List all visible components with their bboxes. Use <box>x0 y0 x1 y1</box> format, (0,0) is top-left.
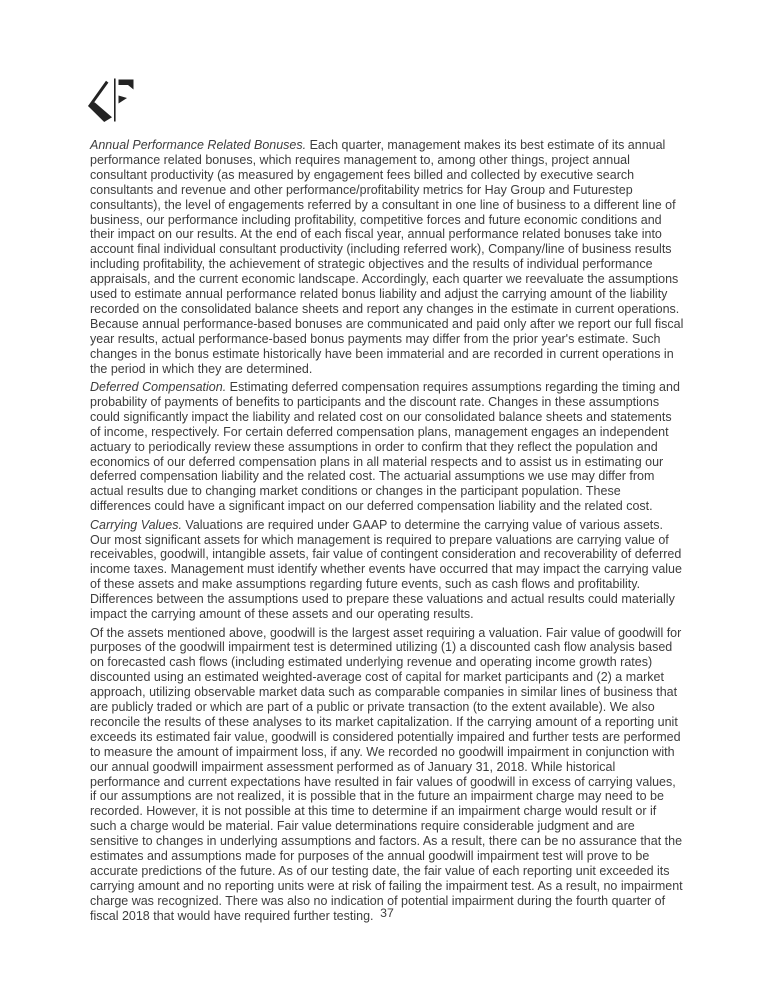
paragraph-lead-italic: Carrying Values. <box>90 517 182 532</box>
logo-vertical-bar <box>114 79 116 122</box>
paragraph-text: Estimating deferred compensation requires assumptions regarding the timing and probability of payments of benefits to participants and the discount rate. Changes in these assumptions could significantly impact the liability and related cost on our consolidated balance sheets and statements of income, respectively. For certain deferred compensation plans, management engages an independent actuary to periodically review these assumptions in order to confirm that they reflect the population and economics of our deferred compensation plans in all material respects and to assist us in estimating our deferred compensation liability and the related cost. The actuarial assumptions we use may differ from actual results due to changing market conditions or changes in the participant population. These differences could have a significant impact on our deferred compensation liability and the related cost. <box>90 380 680 514</box>
logo-k-upper-arm <box>88 81 108 107</box>
document-body <box>90 138 684 927</box>
logo-f-mid-bar <box>119 96 128 104</box>
logo-k-lower-arm <box>88 102 112 122</box>
paragraph-annual-performance-bonuses <box>90 138 684 377</box>
logo-f-top-bar <box>119 80 134 90</box>
paragraph-carrying-values <box>90 518 684 622</box>
paragraph-text: Valuations are required under GAAP to determine the carrying value of various assets. Our most significant assets for which management is required to prepare valuations are carrying value of receivables, goodwill, intangible assets, fair value of contingent consideration and recoverability of deferred income taxes. Management must identify whether events have occurred that may impact the carrying value of these assets and make assumptions regarding future events, such as cash flows and profitability. Differences between the assumptions used to prepare these valuations and actual results could materially impact the carrying amount of these assets and our operating results. <box>90 517 682 622</box>
paragraph-goodwill-valuation <box>90 626 684 924</box>
page-number: 37 <box>380 906 394 920</box>
paragraph-lead-italic: Annual Performance Related Bonuses. <box>90 138 307 152</box>
paragraph-lead-italic: Deferred Compensation. <box>90 380 227 394</box>
korn-ferry-logo-icon <box>86 76 134 122</box>
paragraph-text: Of the assets mentioned above, goodwill is the largest asset requiring a valuation. Fair value of goodwill for purposes of the goodwill impairment test is determined utilizing (1) a discounted cash flow analysis based on forecasted cash flows (including estimated underlying revenue and operating income growth rates) discounted using an estimated weighted-average cost of capital for market participants and (2) a market approach, utilizing observable market data such as comparable companies in similar lines of business that are publicly traded or which are part of a public or private transaction (to the extent available). We also reconcile the results of these analyses to its market capitalization. If the carrying amount of a reporting unit exceeds its estimated fair value, goodwill is considered potentially impaired and further tests are performed to measure the amount of impairment loss, if any. We recorded no goodwill impairment in conjunction with our annual goodwill impairment assessment performed as of January 31, 2018. While historical performance and current expectations have resulted in fair values of goodwill in excess of carrying values, if our assumptions are not realized, it is possible that in the future an impairment charge may need to be recorded. However, it is not possible at this time to determine if an impairment charge would result or if such a charge would be material. Fair value determinations require considerable judgment and are sensitive to changes in underlying assumptions and factors. As a result, there can be no assurance that the estimates and assumptions made for purposes of the annual goodwill impairment test will prove to be accurate predictions of the future. As of our testing date, the fair value of each reporting unit exceeded its carrying amount and no reporting units were at risk of failing the impairment test. As a result, no impairment charge was recognized. There was also no indication of potential impairment during the fourth quarter of fiscal 2018 that would have required further testing. <box>90 625 683 923</box>
paragraph-text: Each quarter, management makes its best estimate of its annual performance related bonuses, which requires management to, among other things, project annual consultant productivity (as measured by engagement fees billed and collected by executive search consultants and revenue and other performance/profitability metrics for Hay Group and Futurestep consultants), the level of engagements referred by a consultant in one line of business to a different line of business, our performance including profitability, competitive forces and future economic conditions and their impact on our results. At the end of each fiscal year, annual performance related bonuses take into account final individual consultant productivity (including referred work), Company/line of business results including profitability, the achievement of strategic objectives and the results of individual performance appraisals, and the current economic landscape. Accordingly, each quarter we reevaluate the assumptions used to estimate annual performance related bonus liability and adjust the carrying amount of the liability recorded on the consolidated balance sheets and report any changes in the estimate in current operations. Because annual performance-based bonuses are communicated and paid only after we report our full fiscal year results, actual performance-based bonus payments may differ from the prior year's estimate. Such changes in the bonus estimate historically have been immaterial and are recorded in current operations in the period in which they are determined. <box>90 138 684 376</box>
paragraph-deferred-compensation <box>90 380 684 514</box>
